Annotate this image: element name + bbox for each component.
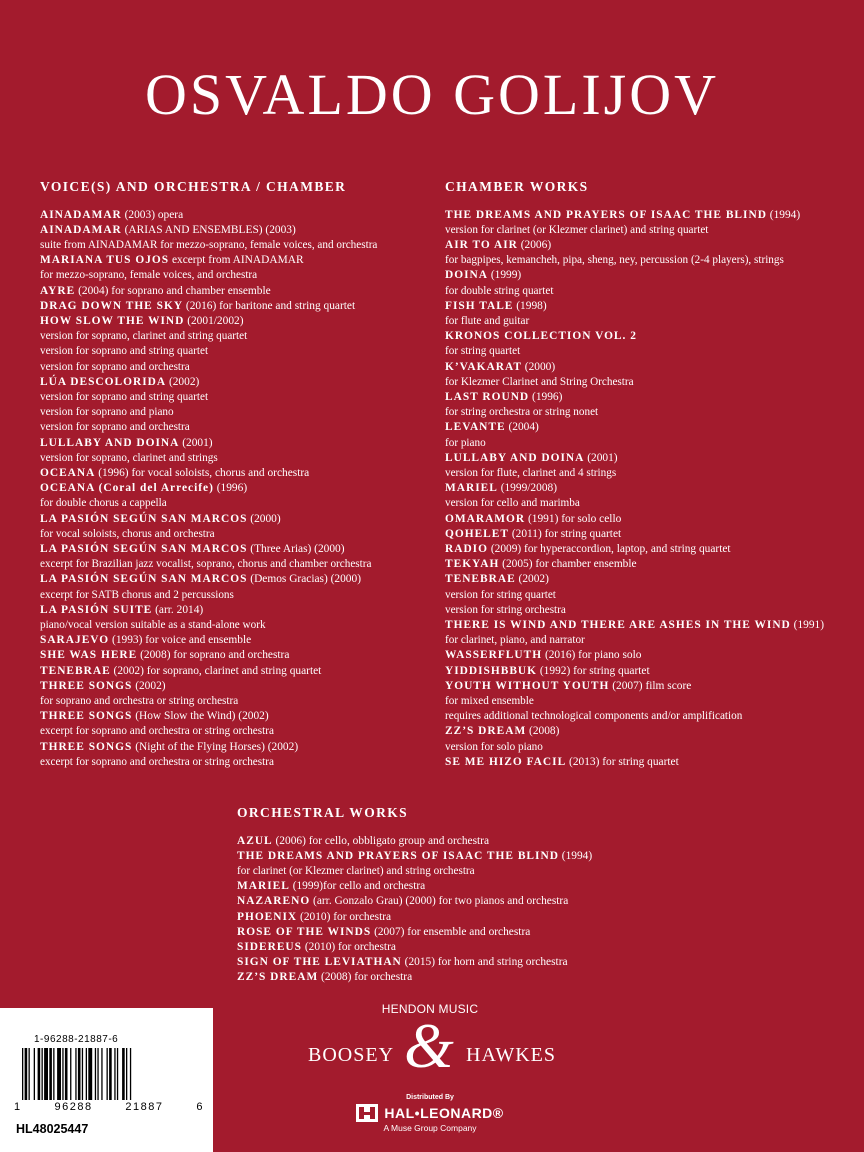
work-title: SIGN OF THE LEVIATHAN: [237, 956, 402, 969]
work-entry: [40, 512, 430, 527]
work-title: HOW SLOW THE WIND: [40, 314, 185, 327]
barcode-digits-left: 96288: [54, 1101, 93, 1113]
work-description: excerpt from AINADAMAR: [169, 254, 304, 267]
work-description: for string orchestra or string nonet: [445, 406, 599, 419]
work-description: version for string quartet: [445, 588, 556, 601]
work-detail: [40, 618, 430, 633]
work-entry: [237, 879, 657, 894]
work-entry: [445, 664, 855, 679]
work-description: for string quartet: [445, 345, 521, 358]
work-entry: [40, 648, 430, 663]
work-description: (Three Arias) (2000): [247, 542, 345, 555]
work-description: (1996): [213, 482, 248, 495]
work-description: (2015) for horn and string orchestra: [401, 956, 568, 969]
work-entry: [445, 238, 855, 253]
work-detail: [40, 496, 430, 511]
work-title: K’VAKARAT: [445, 360, 522, 373]
works-list-voice: [40, 208, 430, 771]
work-entry: [445, 451, 855, 466]
work-description: version for flute, clarinet and 4 strings: [445, 466, 617, 479]
work-title: MARIANA TUS OJOS: [40, 254, 170, 267]
work-detail: [445, 344, 855, 359]
work-title: THREE SONGS: [40, 710, 133, 723]
work-title: LEVANTE: [445, 421, 506, 434]
work-title: LULLABY AND DOINA: [40, 436, 180, 449]
work-description: (2004): [505, 421, 539, 434]
work-description: (2000): [521, 360, 556, 373]
work-description: for soprano and orchestra or string orchestra: [40, 695, 239, 707]
work-description: (2010) for orchestra: [301, 940, 396, 953]
work-description: (1999)for cello and orchestra: [289, 880, 426, 893]
work-entry: [40, 542, 430, 557]
work-entry: [40, 481, 430, 496]
work-detail: [445, 603, 855, 618]
work-title: TENEBRAE: [445, 573, 516, 586]
work-description: suite from AINADAMAR for mezzo-soprano, female voices, and orchestra: [40, 238, 378, 251]
work-detail: [40, 527, 430, 542]
work-title: FISH TALE: [445, 299, 514, 312]
distributor-logo: [300, 1104, 560, 1122]
work-detail: [40, 390, 430, 405]
work-detail: [40, 724, 430, 739]
work-detail: [40, 451, 430, 466]
work-description: (arr. Gonzalo Grau) (2000) for two pianos and orchestra: [310, 895, 569, 908]
work-description: (2007) film score: [609, 679, 692, 692]
work-entry: [445, 360, 855, 375]
work-entry: [445, 557, 855, 572]
work-entry: [445, 512, 855, 527]
distributor-subtitle: A Muse Group Company: [383, 1123, 477, 1133]
work-entry: [40, 375, 430, 390]
work-description: for mezzo-soprano, female voices, and orchestra: [40, 269, 258, 282]
work-detail: [40, 588, 430, 603]
section-title-chamber: CHAMBER WORKS: [445, 179, 589, 194]
work-description: (Demos Gracias) (2000): [247, 573, 361, 586]
work-title: ZZ’S DREAM: [445, 725, 527, 738]
work-description: (2003) opera: [121, 208, 184, 221]
chamber-works-section: [445, 180, 855, 770]
work-title: LÚA DESCOLORIDA: [40, 375, 167, 388]
work-title: TEKYAH: [445, 558, 500, 571]
work-entry: [40, 466, 430, 481]
work-entry: [445, 542, 855, 557]
work-detail: [445, 223, 855, 238]
work-entry: [40, 679, 430, 694]
work-description: (1994): [766, 208, 801, 221]
work-title: SE ME HIZO FACIL: [445, 755, 567, 768]
barcode-digit-last: 6: [196, 1101, 204, 1113]
work-entry: [445, 329, 855, 344]
work-description: (How Slow the Wind) (2002): [132, 710, 269, 723]
work-detail: [445, 466, 855, 481]
work-entry: [40, 709, 430, 724]
work-description: excerpt for soprano and orchestra or string orchestra: [40, 755, 274, 768]
work-entry: [445, 390, 855, 405]
work-description: (1999/2008): [497, 482, 558, 495]
work-detail: [40, 694, 430, 709]
work-description: (2007) for ensemble and orchestra: [371, 925, 531, 938]
works-list-orchestral: [237, 834, 657, 986]
work-description: version for soprano, clarinet and strings: [40, 451, 218, 464]
work-entry: [445, 755, 855, 770]
work-description: (Night of the Flying Horses) (2002): [132, 740, 299, 753]
work-description: (2009) for hyperaccordion, laptop, and string quartet: [487, 542, 731, 555]
work-description: for double string quartet: [445, 284, 554, 297]
work-entry: [445, 679, 855, 694]
work-description: (2000): [247, 512, 281, 525]
work-description: (2011) for string quartet: [508, 527, 622, 540]
work-detail: [445, 633, 855, 648]
work-entry: [445, 618, 855, 633]
distributor-name: HAL•LEONARD®: [384, 1105, 504, 1121]
work-description: requires additional technological components and/or amplification: [445, 710, 743, 723]
work-title: OCEANA (Coral del Arrecife): [40, 482, 214, 495]
work-title: OCEANA: [40, 466, 96, 479]
work-description: (1991) for solo cello: [525, 512, 622, 525]
work-description: for bagpipes, kemancheh, pipa, sheng, ney, percussion (2-4 players), strings: [445, 254, 784, 267]
work-title: THERE IS WIND AND THERE ARE ASHES IN THE WIND: [445, 618, 791, 631]
distributed-by-label: Distributed By: [406, 1094, 454, 1101]
barcode-panel: [0, 1008, 213, 1152]
work-detail: [445, 375, 855, 390]
work-detail: [40, 557, 430, 572]
work-title: LA PASIÓN SEGÚN SAN MARCOS: [40, 573, 248, 586]
work-description: for clarinet, piano, and narrator: [445, 634, 585, 647]
work-description: (2016) for baritone and string quartet: [183, 299, 356, 312]
work-title: ROSE OF THE WINDS: [237, 925, 372, 938]
work-detail: [445, 436, 855, 451]
work-title: OMARAMOR: [445, 512, 526, 525]
work-description: for clarinet (or Klezmer clarinet) and string orchestra: [237, 864, 475, 877]
work-description: (2013) for string quartet: [566, 755, 679, 768]
work-description: version for cello and marimba: [445, 497, 580, 510]
work-description: (1994): [558, 849, 593, 862]
work-description: (2010) for orchestra: [297, 910, 392, 923]
work-description: version for solo piano: [445, 740, 543, 753]
work-description: (2006) for cello, obbligato group and orchestra: [272, 834, 490, 847]
work-description: version for string orchestra: [445, 603, 566, 616]
item-code: HL48025447: [16, 1122, 89, 1136]
work-title: SHE WAS HERE: [40, 649, 138, 662]
work-title: PHOENIX: [237, 910, 298, 923]
work-title: YIDDISHBBUK: [445, 664, 538, 677]
work-title: TENEBRAE: [40, 664, 111, 677]
work-title: LAST ROUND: [445, 390, 530, 403]
work-description: (1991): [790, 618, 825, 631]
work-title: LA PASIÓN SEGÚN SAN MARCOS: [40, 542, 248, 555]
work-title: NAZARENO: [237, 895, 311, 908]
boosey-hawkes-logo: [300, 1010, 560, 1081]
work-entry: [40, 299, 430, 314]
logo-text-hawkes: HAWKES: [466, 1044, 556, 1066]
work-detail: [445, 588, 855, 603]
work-title: AINADAMAR: [40, 208, 122, 221]
work-detail: [445, 405, 855, 420]
work-description: (1996) for vocal soloists, chorus and orchestra: [95, 466, 310, 479]
work-description: (arr. 2014): [152, 603, 204, 616]
work-title: WASSERFLUTH: [445, 649, 543, 662]
publisher-block: [300, 1002, 560, 1133]
work-entry: [445, 527, 855, 542]
work-description: (2002) for soprano, clarinet and string quartet: [110, 664, 322, 677]
work-entry: [40, 284, 430, 299]
work-detail: [40, 238, 430, 253]
work-detail: [445, 284, 855, 299]
work-entry: [237, 910, 657, 925]
work-entry: [237, 894, 657, 909]
work-entry: [445, 420, 855, 435]
work-title: RADIO: [445, 542, 488, 555]
section-title-orchestral: ORCHESTRAL WORKS: [237, 805, 409, 820]
work-description: (2002): [515, 573, 549, 586]
work-entry: [237, 834, 657, 849]
work-description: (2001/2002): [184, 314, 244, 327]
work-entry: [40, 664, 430, 679]
work-description: version for soprano and string quartet: [40, 390, 209, 403]
work-description: excerpt for SATB chorus and 2 percussions: [40, 588, 234, 601]
work-entry: [40, 253, 430, 268]
work-title: SIDEREUS: [237, 940, 302, 953]
work-description: version for clarinet (or Klezmer clarinet) and string quartet: [445, 223, 709, 236]
work-title: AINADAMAR: [40, 223, 122, 236]
work-description: piano/vocal version suitable as a stand-alone work: [40, 618, 266, 631]
work-description: version for soprano and orchestra: [40, 421, 190, 434]
work-entry: [40, 208, 430, 223]
work-title: AZUL: [237, 834, 273, 847]
work-description: excerpt for Brazilian jazz vocalist, soprano, chorus and chamber orchestra: [40, 558, 372, 571]
work-title: DRAG DOWN THE SKY: [40, 299, 184, 312]
work-description: (ARIAS AND ENSEMBLES) (2003): [121, 223, 296, 236]
work-entry: [445, 572, 855, 587]
work-description: version for soprano and string quartet: [40, 345, 209, 358]
work-description: for flute and guitar: [445, 314, 530, 327]
work-description: excerpt for soprano and orchestra or string orchestra: [40, 725, 274, 738]
work-detail: [445, 740, 855, 755]
work-description: for piano: [445, 436, 486, 449]
work-description: (1998): [513, 299, 547, 312]
logo-text-boosey: BOOSEY: [308, 1044, 395, 1066]
work-entry: [237, 940, 657, 955]
work-description: (1993) for voice and ensemble: [109, 634, 252, 647]
hal-leonard-emblem-icon: [356, 1104, 378, 1122]
work-title: KRONOS COLLECTION VOL. 2: [445, 330, 637, 343]
work-title: SARAJEVO: [40, 634, 110, 647]
work-entry: [237, 970, 657, 985]
work-title: DOINA: [445, 269, 488, 282]
work-detail: [237, 864, 657, 879]
barcode-digits-right: 21887: [125, 1101, 164, 1113]
work-description: for vocal soloists, chorus and orchestra: [40, 527, 215, 540]
logo-ampersand: &: [404, 1010, 454, 1081]
work-detail: [445, 314, 855, 329]
section-title-voice: VOICE(S) AND ORCHESTRA / CHAMBER: [40, 179, 347, 194]
work-detail: [40, 360, 430, 375]
work-entry: [40, 436, 430, 451]
work-detail: [445, 253, 855, 268]
work-description: for Klezmer Clarinet and String Orchestra: [445, 375, 634, 388]
work-description: (1996): [529, 390, 563, 403]
work-description: (2002): [166, 375, 200, 388]
work-description: (1992) for string quartet: [537, 664, 650, 677]
work-detail: [40, 329, 430, 344]
work-description: for double chorus a cappella: [40, 497, 167, 510]
work-description: (2002): [132, 679, 166, 692]
work-title: THREE SONGS: [40, 679, 133, 692]
work-title: MARIEL: [237, 880, 290, 893]
barcode-digit-first: 1: [14, 1101, 22, 1113]
work-title: AYRE: [40, 284, 76, 297]
barcode-icon: [22, 1048, 182, 1100]
work-entry: [445, 724, 855, 739]
work-description: (2001): [584, 451, 618, 464]
work-detail: [445, 496, 855, 511]
work-entry: [445, 648, 855, 663]
work-description: version for soprano and piano: [40, 406, 174, 419]
isbn-text: 1-96288-21887-6: [34, 1034, 119, 1045]
work-entry: [445, 299, 855, 314]
work-entry: [445, 481, 855, 496]
work-description: (2004) for soprano and chamber ensemble: [75, 284, 271, 297]
work-title: LULLABY AND DOINA: [445, 451, 585, 464]
work-description: (2006): [517, 238, 552, 251]
work-entry: [445, 208, 855, 223]
work-entry: [40, 740, 430, 755]
work-entry: [40, 314, 430, 329]
work-description: for mixed ensemble: [445, 695, 534, 707]
works-list-chamber: [445, 208, 855, 771]
work-detail: [445, 709, 855, 724]
work-title: YOUTH WITHOUT YOUTH: [445, 679, 610, 692]
work-entry: [40, 572, 430, 587]
work-detail: [40, 420, 430, 435]
work-description: version for soprano and orchestra: [40, 360, 190, 373]
work-title: THE DREAMS AND PRAYERS OF ISAAC THE BLIND: [445, 208, 767, 221]
work-description: version for soprano, clarinet and string quartet: [40, 330, 248, 343]
work-entry: [40, 633, 430, 648]
work-entry: [237, 955, 657, 970]
work-title: THE DREAMS AND PRAYERS OF ISAAC THE BLIND: [237, 849, 559, 862]
work-description: (2005) for chamber ensemble: [499, 558, 637, 571]
barcode-digits: [14, 1101, 204, 1113]
work-detail: [40, 755, 430, 770]
work-description: (1999): [487, 269, 522, 282]
work-entry: [237, 925, 657, 940]
work-detail: [40, 344, 430, 359]
work-detail: [445, 694, 855, 709]
work-detail: [40, 268, 430, 283]
work-title: LA PASIÓN SEGÚN SAN MARCOS: [40, 512, 248, 525]
work-title: QOHELET: [445, 527, 509, 540]
work-entry: [237, 849, 657, 864]
work-entry: [40, 603, 430, 618]
work-detail: [40, 405, 430, 420]
work-entry: [40, 223, 430, 238]
work-title: MARIEL: [445, 482, 498, 495]
work-title: LA PASIÓN SUITE: [40, 603, 153, 616]
work-description: (2001): [179, 436, 213, 449]
composer-name: OSVALDO GOLIJOV: [145, 62, 719, 127]
work-description: (2008) for orchestra: [318, 971, 413, 984]
work-entry: [445, 268, 855, 283]
work-title: THREE SONGS: [40, 740, 133, 753]
work-description: (2016) for piano solo: [542, 649, 642, 662]
imprint-name: HENDON MUSIC: [381, 1002, 479, 1016]
work-description: (2008): [526, 725, 560, 738]
voice-orchestra-section: [40, 180, 430, 770]
work-description: (2008) for soprano and orchestra: [137, 649, 290, 662]
work-title: ZZ’S DREAM: [237, 971, 319, 984]
work-title: AIR TO AIR: [445, 238, 518, 251]
orchestral-works-section: [237, 806, 657, 986]
